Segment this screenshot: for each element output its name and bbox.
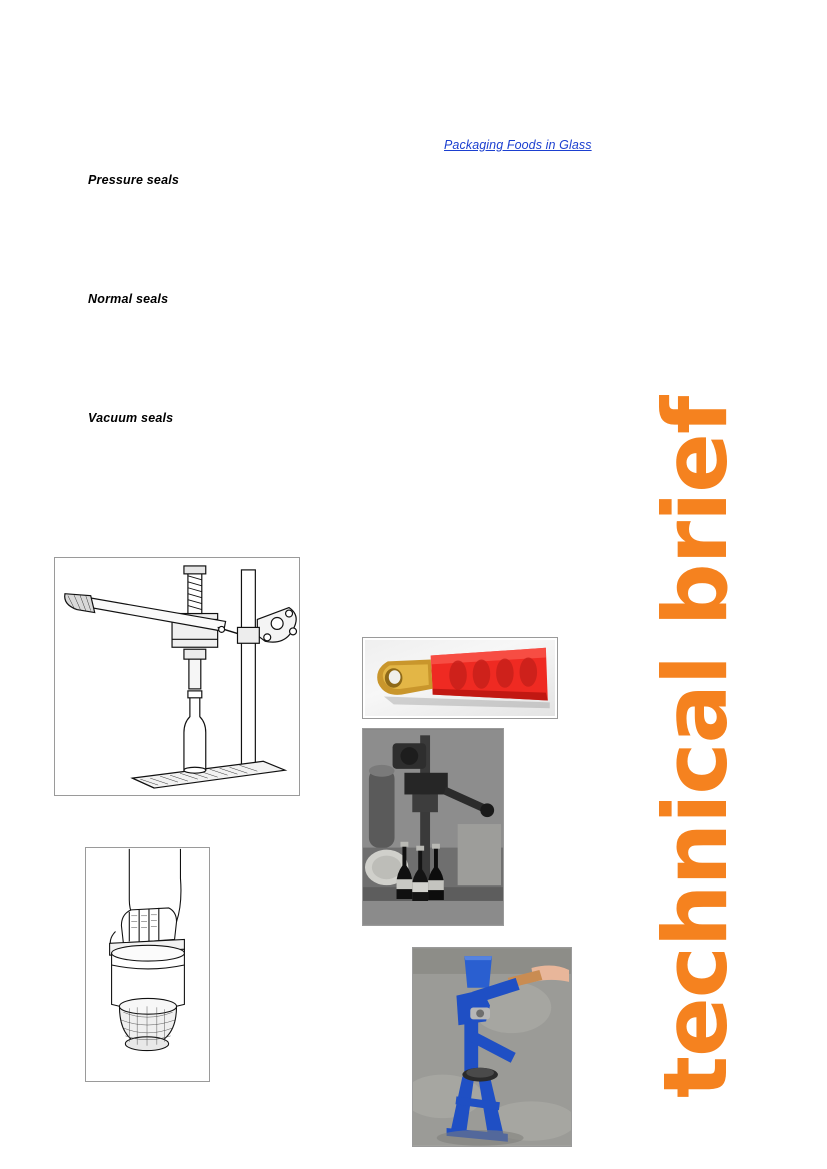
figure-bottle-opener-photo — [362, 637, 558, 719]
section-label-vacuum-seals: Vacuum seals — [88, 411, 174, 425]
blue-capping-machine-photo-icon — [413, 948, 571, 1146]
hand-capping-tool-drawing-icon — [86, 848, 209, 1081]
bottle-opener-photo-icon — [363, 638, 557, 718]
sidebar-vertical-title: technical brief — [644, 396, 747, 1098]
figure-blue-capping-machine-photo — [412, 947, 572, 1147]
corking-machine-photo-icon — [363, 729, 503, 925]
figure-bottle-capper-drawing — [54, 557, 300, 796]
figure-corking-machine-photo — [362, 728, 504, 926]
section-label-pressure-seals: Pressure seals — [88, 173, 180, 187]
figure-hand-capping-tool-drawing — [85, 847, 210, 1082]
bottle-capper-drawing-icon — [55, 558, 299, 795]
header-document-link[interactable]: Packaging Foods in Glass — [444, 138, 592, 152]
section-label-normal-seals: Normal seals — [88, 292, 169, 306]
